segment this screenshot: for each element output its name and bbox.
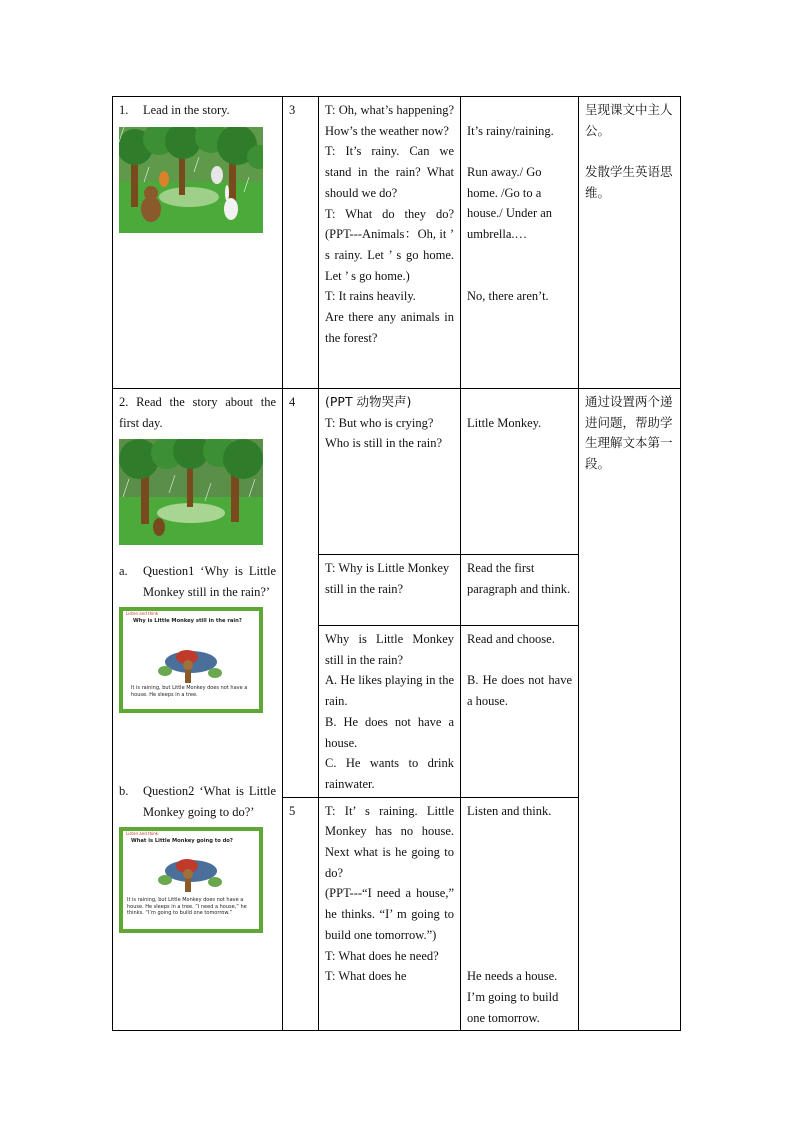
teacher-line: (PPT 动物哭声) xyxy=(325,394,412,409)
slide-header: Why is Little Monkey still in the rain? xyxy=(133,617,242,624)
teacher-activity-cell xyxy=(319,97,461,389)
step-title: 2. Read the story about the first day. xyxy=(119,395,276,430)
slide-caption: It is raining, but Little Monkey does not have a house. He sleeps in a tree. “I need a house,” he thinks. “I’m going to build one tomorrow.” xyxy=(127,897,247,917)
time-cell: 5 xyxy=(283,797,319,1031)
time-cell: 3 xyxy=(283,97,319,389)
forest-animals-picture xyxy=(119,127,263,233)
purpose-line: 发散学生英语思维。 xyxy=(585,164,673,200)
teacher-line: T: It’ s raining. Little Monkey has no house. Next what is he going to do? xyxy=(325,803,454,880)
teacher-line: T: What do they do? (PPT---Animals：Oh, it ’ s rainy. Let ’ s go home. Let ’ s go home.) xyxy=(325,206,454,283)
option-c: C. He wants to drink rainwater. xyxy=(325,756,454,791)
student-activity-cell xyxy=(461,97,579,389)
purpose-cell xyxy=(579,97,681,389)
lesson-plan-table xyxy=(112,96,681,1031)
purpose-line: 通过设置两个递进问题，帮助学生理解文本第一段。 xyxy=(585,394,673,472)
sub-item-number: b. xyxy=(119,783,129,798)
student-activity-cell xyxy=(461,797,579,1031)
purpose-line: 呈现课文中主人公。 xyxy=(585,102,673,138)
teacher-line: (PPT---“I need a house,” he thinks. “I’ m going to build one tomorrow.”) xyxy=(325,886,454,942)
step-number: 1. xyxy=(119,103,129,117)
step-title: Lead in the story. xyxy=(143,103,230,117)
question-text: Why is Little Monkey still in the rain? xyxy=(325,632,454,667)
student-activity-cell xyxy=(461,626,579,798)
student-line: Run away./ Go home. /Go to a house./ Under an umbrella.… xyxy=(467,165,553,242)
option-b: B. He does not have a house. xyxy=(325,714,454,750)
slide-header-small: Listen and think xyxy=(126,831,159,837)
student-activity-cell: Read the first paragraph and think. xyxy=(461,555,579,626)
student-activity-cell xyxy=(461,389,579,555)
slide-header: What is Little Monkey going to do? xyxy=(131,838,233,845)
teacher-line: T: Oh, what’s happening? How’s the weather now? xyxy=(325,103,454,138)
student-line: No, there aren’t. xyxy=(467,289,549,304)
option-a: A. He likes playing in the rain. xyxy=(325,673,454,709)
student-answer: B. He does not have a house. xyxy=(467,673,572,709)
teacher-line: T: But who is crying? Who is still in the rain? xyxy=(325,415,442,451)
student-line: Read and choose. xyxy=(467,632,555,646)
slide-caption: It is raining, but Little Monkey does not have a house. He sleeps in a tree. xyxy=(131,684,248,698)
student-line: He needs a house. I’m going to build one tomorrow. xyxy=(467,969,559,1025)
teacher-activity-cell xyxy=(319,797,461,1031)
sub-item-number: a. xyxy=(119,564,128,579)
table-row xyxy=(113,389,681,555)
sub-item-text: Question2 ‘What is Little Monkey going to do?’ xyxy=(143,783,276,819)
student-line: Listen and think. xyxy=(467,803,552,818)
teacher-activity-cell: T: Why is Little Monkey still in the rain? xyxy=(319,555,461,626)
table-row xyxy=(113,97,681,389)
step-cell xyxy=(113,389,283,1031)
sub-item-text: Question1 ‘Why is Little Monkey still in the rain?’ xyxy=(143,564,276,600)
teacher-activity-cell xyxy=(319,389,461,555)
rain-forest-picture xyxy=(119,439,263,545)
teacher-activity-cell xyxy=(319,626,461,798)
time-cell: 4 xyxy=(283,389,319,798)
step-cell xyxy=(113,97,283,389)
ppt-slide-question1 xyxy=(119,607,263,713)
teacher-line: T: It’s rainy. Can we stand in the rain? What should we do? xyxy=(325,144,454,200)
slide-header-small: Listen and think xyxy=(126,610,159,616)
purpose-cell xyxy=(579,389,681,1031)
teacher-line: T: It rains heavily. xyxy=(325,289,416,304)
student-line: Little Monkey. xyxy=(467,415,542,430)
ppt-slide-question2 xyxy=(119,827,263,933)
teacher-line: T: What does he xyxy=(325,969,407,984)
teacher-line: Are there any animals in the forest? xyxy=(325,310,454,345)
student-line: It’s rainy/raining. xyxy=(467,123,554,138)
teacher-line: T: What does he need? xyxy=(325,948,439,963)
